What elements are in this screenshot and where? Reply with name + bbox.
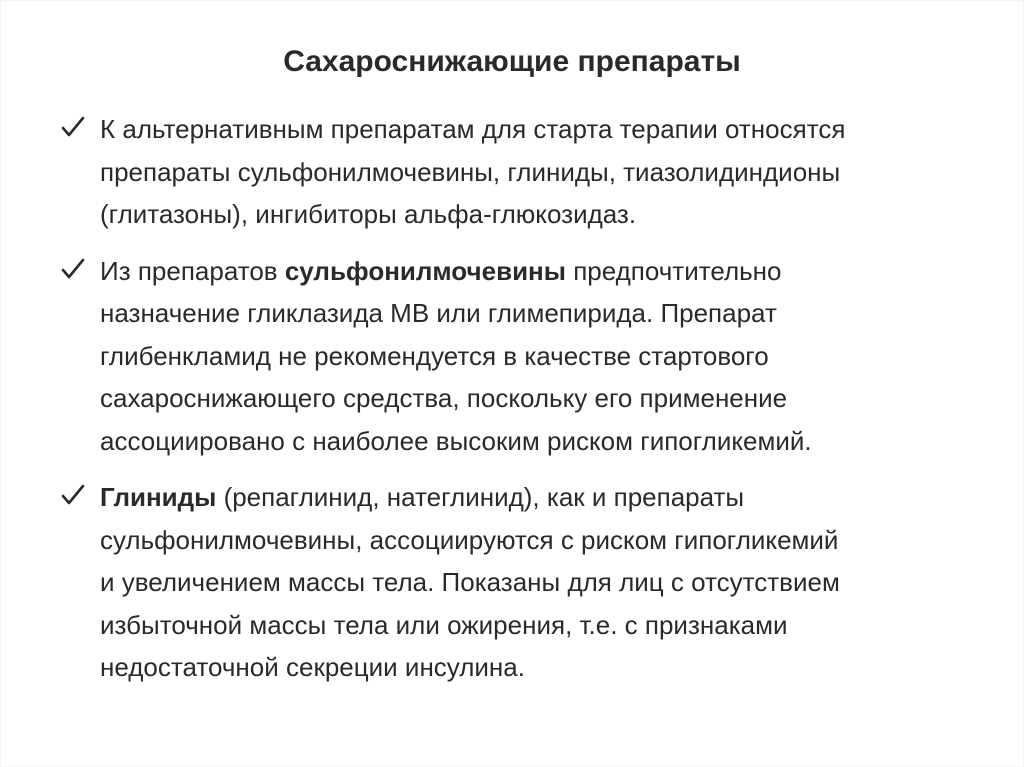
bullet-line — [100, 476, 978, 519]
bullet-text: (репаглинид, натеглинид), как и препараты — [216, 482, 745, 512]
bullet-list — [58, 108, 978, 703]
bullet-text: предпочтительно — [565, 255, 782, 286]
bullet-item — [58, 250, 978, 463]
bullet-text: Из препаратов — [100, 255, 285, 286]
bullet-line — [100, 519, 978, 562]
bullet-text: (глитазоны), ингибиторы альфа-глюкозидаз. — [100, 199, 637, 229]
bullet-text: глибенкламид не рекомендуется в качестве стартового — [100, 340, 769, 371]
bullet-line — [100, 335, 978, 378]
bullet-text: назначение гликлазида МВ или глимепирида. Препарат — [100, 298, 777, 328]
bullet-line — [100, 420, 978, 463]
bullet-line — [100, 151, 978, 194]
bullet-bold-term: Глиниды — [100, 482, 217, 512]
bullet-line — [100, 250, 978, 293]
bullet-text: К альтернативным препаратам для старта терапии относятся — [100, 114, 846, 144]
bullet-text: недостаточной секреции инсулина. — [100, 652, 525, 682]
bullet-line — [100, 292, 978, 335]
bullet-text: сульфонилмочевины, ассоциируются с риском гипогликемий — [100, 524, 839, 555]
checkmark-icon — [60, 108, 90, 150]
bullet-bold-term: сульфонилмочевины — [284, 255, 566, 286]
bullet-text: сахароснижающего средства, поскольку его применение — [100, 383, 788, 413]
bullet-line — [100, 377, 978, 420]
bullet-item — [58, 476, 978, 689]
bullet-text: и увеличением массы тела. Показаны для лиц с отсутствием — [100, 567, 840, 597]
bullet-line — [100, 193, 978, 236]
bullet-line — [100, 604, 978, 647]
slide-title: Сахароснижающие препараты — [283, 45, 741, 78]
bullet-text: избыточной массы тела или ожирения, т.е. с признаками — [100, 609, 788, 640]
bullet-line — [100, 108, 978, 151]
bullet-text: ассоциировано с наиболее высоким риском гипогликемий. — [100, 425, 812, 456]
bullet-item — [58, 108, 978, 236]
checkmark-icon — [60, 250, 90, 292]
bullet-text: препараты сульфонилмочевины, глиниды, тиазолидиндионы — [100, 156, 841, 187]
bullet-line — [100, 646, 978, 689]
bullet-line — [100, 561, 978, 604]
checkmark-icon — [60, 476, 90, 518]
